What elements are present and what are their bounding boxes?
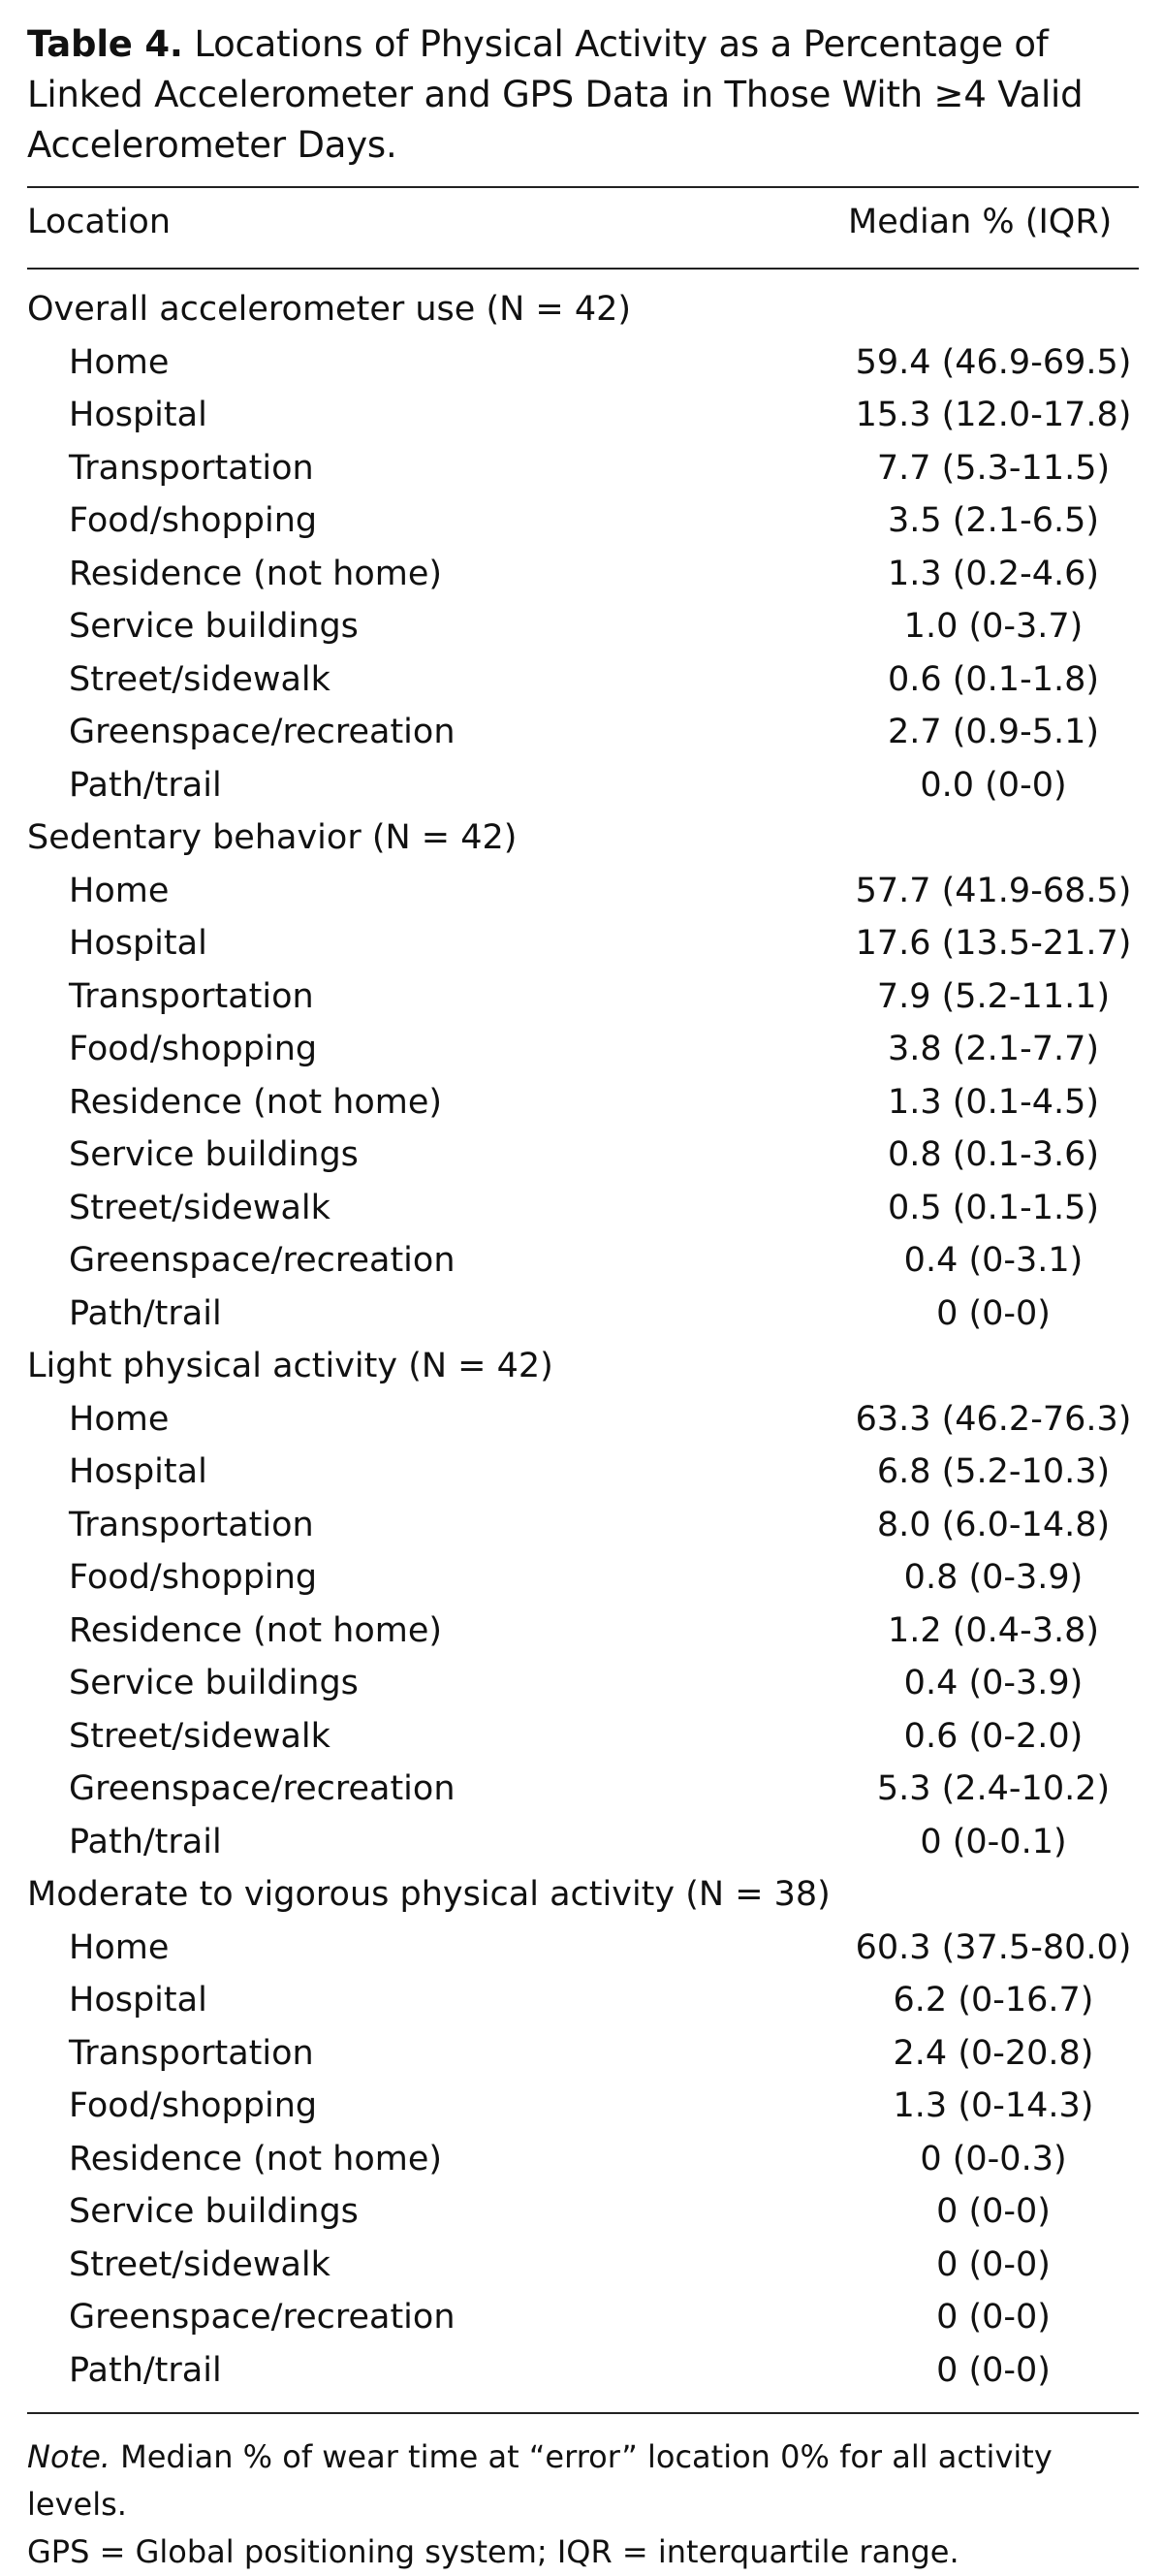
median-iqr-cell: 1.3 (0.2-4.6) [887, 554, 1100, 593]
note-text: Median % of wear time at “error” location 0% for all activity levels. [27, 2438, 1053, 2523]
median-iqr-cell: 0 (0-0) [936, 2192, 1051, 2232]
location-cell: Food/shopping [69, 501, 318, 541]
median-iqr-cell: 0 (0-0.1) [920, 1822, 1067, 1861]
table-row [27, 1710, 1139, 1764]
table-row [27, 600, 1139, 653]
data-table [27, 283, 1139, 2397]
median-iqr-cell: 0 (0-0) [936, 1293, 1051, 1333]
header-rule [27, 268, 1139, 270]
table-note [27, 2433, 1139, 2576]
median-iqr-cell: 0.6 (0-2.0) [903, 1716, 1084, 1756]
median-iqr-cell: 0 (0-0) [936, 2244, 1051, 2284]
table-row [27, 706, 1139, 759]
header-median: Median % (IQR) [848, 203, 1113, 241]
location-cell: Home [69, 871, 170, 910]
table-row [27, 1023, 1139, 1076]
location-cell: Transportation [69, 1505, 314, 1544]
table-row [27, 2344, 1139, 2398]
location-cell: Hospital [69, 396, 207, 435]
table-row [27, 1657, 1139, 1710]
median-iqr-cell: 8.0 (6.0-14.8) [876, 1505, 1111, 1544]
median-iqr-cell: 2.4 (0-20.8) [893, 2033, 1094, 2073]
location-cell: Home [69, 342, 170, 382]
group-row [27, 1340, 1139, 1393]
table-row [27, 970, 1139, 1024]
location-cell: Street/sidewalk [69, 659, 330, 699]
location-cell: Service buildings [69, 607, 359, 647]
location-cell: Food/shopping [69, 2086, 318, 2126]
table-row [27, 917, 1139, 970]
table-row [27, 336, 1139, 390]
location-cell: Residence (not home) [69, 2139, 443, 2178]
median-iqr-cell: 7.9 (5.2-11.1) [876, 976, 1111, 1016]
median-iqr-cell: 0.6 (0.1-1.8) [887, 659, 1100, 699]
median-iqr-cell: 6.8 (5.2-10.3) [876, 1452, 1111, 1492]
group-title: Moderate to vigorous physical activity (N = 38) [27, 1875, 831, 1915]
note-label: Note. [27, 2438, 110, 2475]
median-iqr-cell: 0.0 (0-0) [920, 765, 1067, 805]
location-cell: Street/sidewalk [69, 1188, 330, 1227]
median-iqr-cell: 57.7 (41.9-68.5) [855, 871, 1132, 910]
group-row [27, 1868, 1139, 1922]
table-row [27, 1816, 1139, 1869]
table-row [27, 1288, 1139, 1341]
median-iqr-cell: 17.6 (13.5-21.7) [855, 924, 1132, 964]
median-iqr-cell: 0 (0-0) [936, 2298, 1051, 2337]
location-cell: Transportation [69, 448, 314, 488]
median-iqr-cell: 0.8 (0-3.9) [903, 1558, 1084, 1598]
location-cell: Food/shopping [69, 1558, 318, 1598]
table-row [27, 548, 1139, 601]
median-iqr-cell: 63.3 (46.2-76.3) [855, 1399, 1132, 1439]
location-cell: Hospital [69, 1452, 207, 1492]
location-cell: Service buildings [69, 1135, 359, 1175]
table-row [27, 1974, 1139, 2027]
location-cell: Service buildings [69, 2192, 359, 2232]
table-row [27, 389, 1139, 442]
table-row [27, 1234, 1139, 1288]
group-title: Overall accelerometer use (N = 42) [27, 290, 632, 330]
table-row [27, 1182, 1139, 1235]
location-cell: Greenspace/recreation [69, 1769, 456, 1809]
location-cell: Greenspace/recreation [69, 713, 456, 752]
table-row [27, 1605, 1139, 1658]
median-iqr-cell: 5.3 (2.4-10.2) [876, 1769, 1111, 1809]
bottom-rule [27, 2412, 1139, 2414]
median-iqr-cell: 0.8 (0.1-3.6) [887, 1135, 1100, 1175]
table-row [27, 1129, 1139, 1182]
location-cell: Residence (not home) [69, 1082, 443, 1122]
location-cell: Greenspace/recreation [69, 1241, 456, 1281]
location-cell: Transportation [69, 976, 314, 1016]
table-row [27, 1076, 1139, 1129]
median-iqr-cell: 1.3 (0-14.3) [893, 2086, 1094, 2126]
table-row [27, 1499, 1139, 1552]
table-number: Table 4. [27, 23, 183, 65]
median-iqr-cell: 2.7 (0.9-5.1) [887, 713, 1100, 752]
location-cell: Street/sidewalk [69, 2244, 330, 2284]
table-header [27, 194, 1139, 250]
median-iqr-cell: 0 (0-0.3) [920, 2139, 1067, 2178]
location-cell: Service buildings [69, 1664, 359, 1703]
note-line-1 [27, 2433, 1139, 2528]
table-row [27, 1446, 1139, 1499]
table-row [27, 2239, 1139, 2292]
median-iqr-cell: 6.2 (0-16.7) [893, 1981, 1094, 2020]
median-iqr-cell: 0.5 (0.1-1.5) [887, 1188, 1100, 1227]
median-iqr-cell: 3.8 (2.1-7.7) [887, 1030, 1100, 1069]
median-iqr-cell: 1.2 (0.4-3.8) [887, 1610, 1100, 1650]
table-row [27, 1393, 1139, 1447]
location-cell: Food/shopping [69, 1030, 318, 1069]
median-iqr-cell: 0 (0-0) [936, 2350, 1051, 2390]
table-row [27, 1763, 1139, 1816]
median-iqr-cell: 0.4 (0-3.9) [903, 1664, 1084, 1703]
median-iqr-cell: 59.4 (46.9-69.5) [855, 342, 1132, 382]
location-cell: Hospital [69, 1981, 207, 2020]
group-title: Light physical activity (N = 42) [27, 1347, 553, 1386]
location-cell: Hospital [69, 924, 207, 964]
table-title: Locations of Physical Activity as a Percentage of Linked Accelerometer and GPS Data in Those With ≥4 Valid Accelerometer Days. [27, 23, 1084, 166]
median-iqr-cell: 1.3 (0.1-4.5) [887, 1082, 1100, 1122]
location-cell: Street/sidewalk [69, 1716, 330, 1756]
table-row [27, 494, 1139, 548]
median-iqr-cell: 7.7 (5.3-11.5) [876, 448, 1111, 488]
location-cell: Residence (not home) [69, 554, 443, 593]
note-line-2: GPS = Global positioning system; IQR = interquartile range. [27, 2533, 959, 2570]
group-row [27, 811, 1139, 865]
table-row [27, 442, 1139, 495]
table-row [27, 1922, 1139, 1975]
table-row [27, 653, 1139, 707]
table-row [27, 2133, 1139, 2186]
location-cell: Greenspace/recreation [69, 2298, 456, 2337]
location-cell: Home [69, 1399, 170, 1439]
location-cell: Residence (not home) [69, 1610, 443, 1650]
location-cell: Path/trail [69, 1293, 222, 1333]
table-row [27, 2185, 1139, 2239]
location-cell: Transportation [69, 2033, 314, 2073]
location-cell: Path/trail [69, 1822, 222, 1861]
location-cell: Home [69, 1927, 170, 1967]
table-body [27, 283, 1139, 2397]
median-iqr-cell: 60.3 (37.5-80.0) [855, 1927, 1132, 1967]
group-title: Sedentary behavior (N = 42) [27, 818, 518, 858]
group-row [27, 283, 1139, 336]
median-iqr-cell: 0.4 (0-3.1) [903, 1241, 1084, 1281]
location-cell: Path/trail [69, 765, 222, 805]
header-location: Location [27, 203, 172, 241]
median-iqr-cell: 15.3 (12.0-17.8) [855, 396, 1132, 435]
top-rule [27, 186, 1139, 188]
table-caption [27, 19, 1139, 171]
table-row [27, 759, 1139, 812]
location-cell: Path/trail [69, 2350, 222, 2390]
table-row [27, 2027, 1139, 2081]
table-row [27, 1551, 1139, 1605]
median-iqr-cell: 3.5 (2.1-6.5) [887, 501, 1100, 541]
median-iqr-cell: 1.0 (0-3.7) [903, 607, 1084, 647]
table-row [27, 2291, 1139, 2344]
table-row [27, 2080, 1139, 2133]
table-row [27, 865, 1139, 918]
